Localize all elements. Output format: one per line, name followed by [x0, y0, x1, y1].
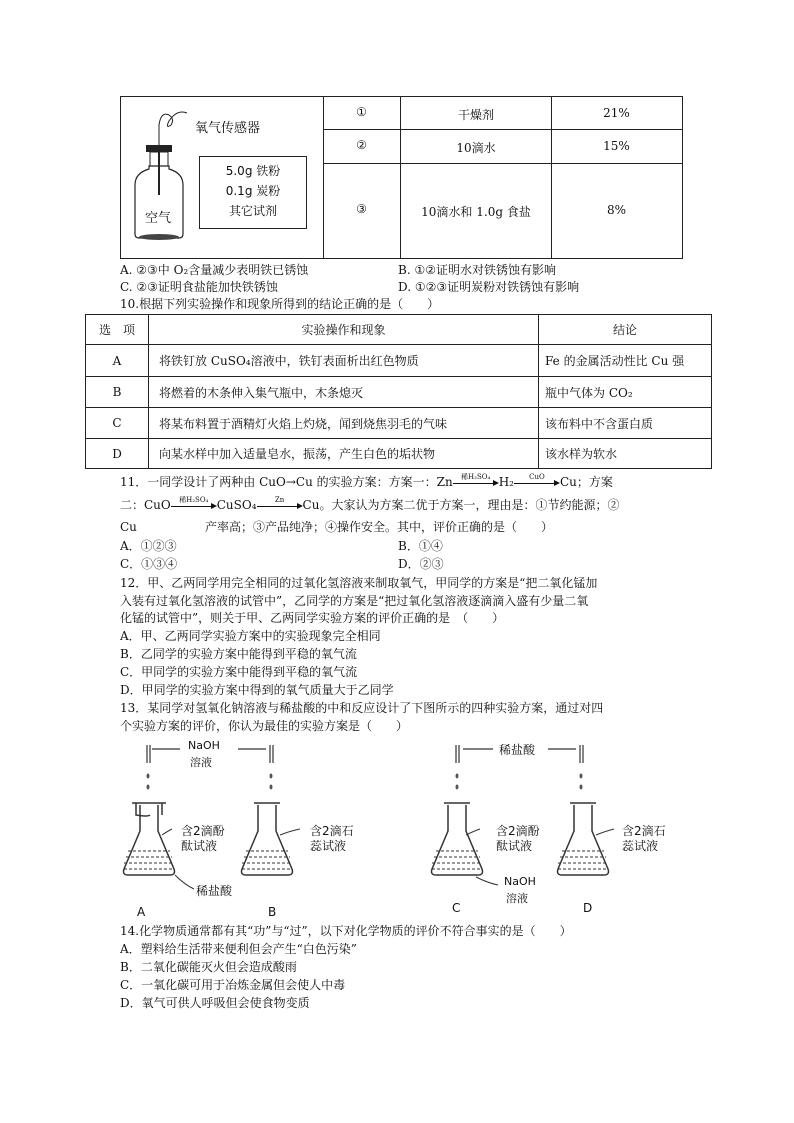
- flask-label-d: D: [583, 901, 593, 915]
- q10-stem: 10.根据下列实验操作和现象所得到的结论正确的是（ ）: [120, 297, 440, 311]
- q11-text: Cu；方案: [559, 475, 613, 489]
- arrow-label: CuO: [529, 472, 545, 481]
- row-num: ②: [356, 138, 367, 152]
- flask-label-a: A: [137, 905, 146, 919]
- q12-option-a: A．甲、乙两同学实验方案中的实验现象完全相同: [120, 629, 381, 643]
- q9-option-b: B. ①②证明水对铁锈蚀有影响: [398, 263, 556, 277]
- naoh-bottom-label-2: 溶液: [506, 892, 528, 905]
- naoh-top-label-1: NaOH: [188, 739, 220, 752]
- q9-apparatus-cell: [121, 97, 324, 258]
- q14-option-d: D．氧气可供人呼吸但会使食物变质: [120, 996, 310, 1010]
- q11-text: Cu。大家认为方案二优于方案一，理由是：①节约能源；②: [302, 498, 620, 512]
- q9-option-c: C. ②③证明食盐能加快铁锈蚀: [120, 280, 278, 294]
- q11-text: CuSO₄: [216, 498, 257, 512]
- row-operation: 将燃着的木条伸入集气瓶中，木条熄灭: [149, 377, 539, 408]
- phenol-label-c-1: 含2滴酚: [496, 824, 540, 838]
- q9-row-3: [323, 164, 682, 258]
- q14-option-a: A．塑料给生活带来便利但会产生“白色污染”: [120, 942, 357, 956]
- row-num: ③: [356, 202, 367, 216]
- q13-line-1: 13．某同学对氢氧化钠溶液与稀盐酸的中和反应设计了下图所示的四种实验方案，通过对四: [120, 701, 604, 715]
- header-operation: 实验操作和现象: [149, 315, 539, 345]
- q12-option-c: C．甲同学的实验方案中能得到平稳的氧气流: [120, 665, 358, 679]
- q12-line-3: 化锰的试管中”，则关于甲、乙两同学实验方案的评价正确的是 （ ）: [120, 611, 505, 625]
- q9-row-1: [323, 97, 682, 130]
- phenol-label-c-2: 酞试液: [496, 839, 533, 853]
- row-reagent: 10滴水和 1.0g 食盐: [421, 205, 531, 219]
- q12-line-2: 入装有过氧化氢溶液的试管中”，乙同学的方案是“把过氧化氢溶液逐滴滴入盛有少量二氧: [120, 594, 589, 608]
- q11-option-a: A．①②③: [120, 539, 177, 553]
- row-value: 15%: [603, 139, 630, 153]
- row-operation: 向某水样中加入适量皂水，振荡，产生白色的垢状物: [149, 439, 539, 469]
- q11-text: 二：CuO: [120, 498, 171, 512]
- reagent-other: 其它试剂: [228, 204, 277, 218]
- row-conclusion: Fe 的金属活动性比 Cu 强: [539, 345, 712, 377]
- hcl-top-label: 稀盐酸: [499, 743, 536, 757]
- q11-text: H₂: [498, 475, 514, 489]
- row-option: D: [86, 439, 149, 469]
- sensor-label: 氧气传感器: [195, 121, 261, 136]
- naoh-top-label-2: 溶液: [190, 756, 212, 769]
- litmus-label-b-2: 蕊试液: [310, 839, 347, 853]
- air-label: 空气: [145, 211, 172, 226]
- arrow-label: 稀H₂SO₄: [461, 472, 491, 481]
- q13-flask-diagram: [0, 735, 794, 925]
- q14-stem: 14.化学物质通常都有其“功”与“过”，以下对化学物质的评价不符合事实的是（ ）: [120, 924, 572, 938]
- q9-option-a: A. ②③中 O₂含量减少表明铁已锈蚀: [120, 263, 309, 277]
- q14-option-b: B．二氧化碳能灭火但会造成酸雨: [120, 960, 297, 974]
- reaction-arrow: [453, 472, 499, 488]
- q11-option-c: C．①③④: [120, 557, 178, 571]
- row-reagent: 10滴水: [456, 141, 496, 155]
- litmus-label-d-1: 含2滴石: [622, 824, 666, 838]
- row-num: ①: [356, 105, 367, 119]
- header-conclusion: 结论: [539, 315, 712, 345]
- q11-line-1: [120, 474, 613, 490]
- reaction-arrow: [257, 495, 303, 511]
- reagent-box: [199, 156, 307, 229]
- hcl-bottom-label: 稀盐酸: [196, 884, 233, 898]
- row-option: A: [86, 345, 149, 377]
- phenol-label-a-2: 酞试液: [181, 839, 218, 853]
- header-option: 选 项: [86, 315, 149, 345]
- row-operation: 将某布料置于酒精灯火焰上灼烧，闻到烧焦羽毛的气味: [149, 408, 539, 439]
- q9-option-d: D. ①②③证明炭粉对铁锈蚀有影响: [398, 280, 580, 294]
- q11-option-b: B．①④: [398, 539, 443, 553]
- row-reagent: 干燥剂: [457, 108, 494, 122]
- row-value: 21%: [603, 106, 630, 120]
- reagent-iron: 5.0g 铁粉: [225, 164, 281, 178]
- q11-option-d: D．②③: [398, 557, 444, 571]
- reaction-arrow: [514, 472, 560, 488]
- row-conclusion: 该水样为软水: [539, 439, 712, 469]
- q13-line-2: 个实验方案的评价，你认为最佳的实验方案是（ ）: [120, 719, 409, 733]
- q12-option-d: D．甲同学的实验方案中得到的氧气质量大于乙同学: [120, 683, 394, 697]
- row-operation: 将铁钉放 CuSO₄溶液中，铁钉表面析出红色物质: [149, 345, 539, 377]
- q11-line-2: [120, 497, 619, 513]
- litmus-label-b-1: 含2滴石: [310, 824, 354, 838]
- q9-row-2: [323, 130, 682, 164]
- reagent-carbon: 0.1g 炭粉: [225, 184, 281, 198]
- q11-line-3a: Cu: [120, 520, 137, 534]
- arrow-label: Zn: [274, 495, 285, 504]
- q11-text: 11．一同学设计了两种由 CuO→Cu 的实验方案：方案一：Zn: [120, 475, 453, 489]
- row-conclusion: 瓶中气体为 CO₂: [539, 377, 712, 408]
- litmus-label-d-2: 蕊试液: [622, 839, 659, 853]
- reaction-arrow: [171, 495, 217, 511]
- q9-table: [120, 96, 683, 259]
- row-value: 8%: [606, 203, 627, 217]
- arrow-label: 稀H₂SO₄: [179, 495, 209, 504]
- q10-table: [85, 314, 712, 469]
- naoh-bottom-label-1: NaOH: [504, 875, 536, 888]
- flask-label-b: B: [268, 905, 277, 919]
- q14-option-c: C．一氧化碳可用于冶炼金属但会使人中毒: [120, 978, 346, 992]
- q11-line-3b: 产率高；③产品纯净；④操作安全。其中，评价正确的是（ ）: [205, 520, 554, 534]
- q12-option-b: B．乙同学的实验方案中能得到平稳的氧气流: [120, 647, 357, 661]
- q12-line-1: 12．甲、乙两同学用完全相同的过氧化氢溶液来制取氧气，甲同学的方案是“把二氧化锰加: [120, 576, 598, 590]
- flask-label-c: C: [452, 901, 461, 915]
- row-option: C: [86, 408, 149, 439]
- row-option: B: [86, 377, 149, 408]
- phenol-label-a-1: 含2滴酚: [181, 824, 225, 838]
- row-conclusion: 该布料中不含蛋白质: [539, 408, 712, 439]
